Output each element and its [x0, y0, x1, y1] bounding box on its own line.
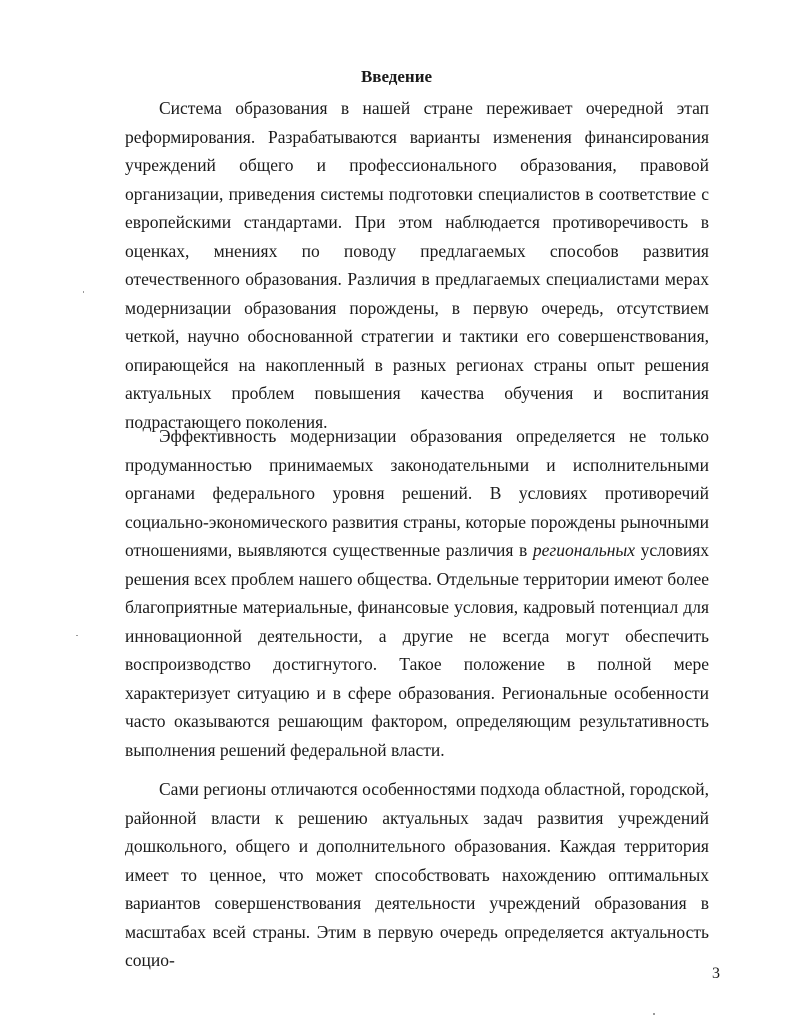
scan-mark — [83, 291, 84, 293]
paragraph-2 — [125, 422, 709, 765]
paragraph-3 — [125, 775, 709, 975]
page-number: 3 — [712, 965, 720, 982]
paragraph-1-part-1: Система образования в нашей стране переживает очередной этап реформирования. Разрабатываются варианты изменения финансирования учреждений общего и профессионального образования, правовой организации, приведения системы подготовки специалистов в соответствие с европейскими стандартами. При этом наблюдается противоречивость в оценках, мнениях по поводу предлагаемых способов развития отечественного образования. Различия в предлагаемых специалистами мерах модернизации образования порождены, в первую очередь, отсутствием четкой, научно обоснованной стратегии и тактики его совершенствования, опирающейся на накопленный в разных регионах страны опыт решения актуальных проблем — [125, 98, 709, 404]
paragraph-2-part-1: Эффективность модернизации образования определяется не только продуманностью принимаемых законодательными и исполнительными органами федерального уровня решений. В условиях противоречий социально-экономического развития страны, которые порождены рыночными отношениями, выявляются существенные различия в — [125, 426, 709, 561]
paragraph-2-italic-emphasis: региональных — [532, 540, 636, 561]
paragraph-2-part-2: условиях решения всех проблем нашего общества. Отдельные территории имеют более благоприятные материальные, финансовые условия, кадровый потенциал для инновационной деятельности, а другие не всегда могут обеспечить воспроизводство достигнутого. Такое положение в полной мере характеризует ситуацию и в сфере образования. Региональные особенности часто оказываются решающим фактором, определяющим результативность выполнения решений федеральной власти. — [125, 540, 709, 761]
paragraph-3-text: Сами регионы отличаются особенностями подхода областной, городской, районной власти к решению актуальных задач развития учреждений дошкольного, общего и дополнительного образования. Каждая территория имеет то ценное, что может способствовать нахождению оптимальных вариантов совершенствования деятельности учреждений образования в масштабах всей страны. Этим в первую очередь определяется актуальность социо- — [125, 779, 709, 971]
paragraph-1-emphasis: повышения — [314, 383, 401, 404]
section-heading: Введение — [360, 67, 433, 86]
paragraph-1 — [125, 94, 709, 437]
paragraph-1-text — [125, 94, 709, 437]
scan-mark — [653, 1013, 655, 1015]
scan-mark — [76, 635, 78, 636]
paragraph-2-text — [125, 422, 709, 765]
paragraph-1-part-2: качества обучения и воспитания подрастающего поколения. — [125, 383, 709, 433]
